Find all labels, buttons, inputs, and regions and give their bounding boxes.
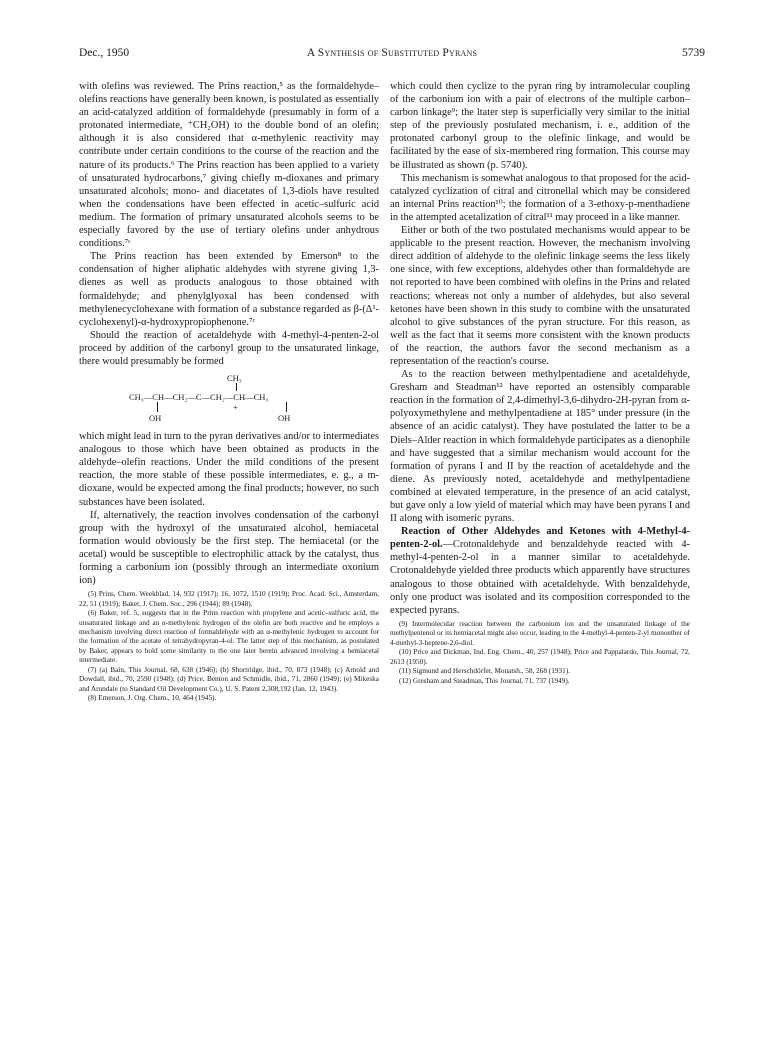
paragraph: with olefins was reviewed. The Prins reaction,⁵ as the formaldehyde–olefins reactions have generally been known, is postulated as essentially an acid-catalyzed addition of formaldehyde (presumably in form of a protonated intermediate, ⁺CH₂OH) to the double bond of an olefin; although it is also considered that α-methylenic reactivity may contribute under certain conditions to the course of the reaction and the nature of its products.⁶ The Prins reaction has been applied to a variety of unsaturated hydrocarbons,⁷ giving chiefly m-dioxanes and primary unsaturated alcohols; mono- and diacetates of 1,3-diols have resulted when the condensations have been effected in acetic–sulfuric acid medium. The formation of primary unsaturated alcohols seems to be especially favored by the use of tertiary olefins under anhydrous conditions.⁷ᶜ	[79, 81, 379, 250]
paragraph: This mechanism is somewhat analogous to that proposed for the acid-catalyzed cyclization of citral and citronellal which may be considered an internal Prins reaction¹⁰; the formation of a 3-ethoxy-p-menthadiene in the attempted acetalization of citral¹¹ may proceed in a like manner.	[390, 172, 690, 223]
footnotes-right	[390, 620, 690, 686]
footnotes-left	[79, 590, 379, 703]
header-page-number: 5739	[682, 47, 705, 59]
footnote: (5) Prins, Chem. Weekblad, 14, 932 (1917); 16, 1072, 1510 (1919); Proc. Acad. Sci., Amsterdam, 22, 51 (1919); Baker, J. Chem. Soc., 296 (1944); 89 (1948).	[79, 590, 379, 608]
paragraph: As to the reaction between methylpentadiene and acetaldehyde, Gresham and Steadman¹² have reported an ostensibly comparable reaction in the formation of 2,4-dimethyl-3,6-dihydro-2H-pyran from α-polyoxymethylene and methylpentadiene at 185° under pressure (in the absence of an acidic catalyst). They have postulated the latter to be a Diels–Alder reaction in which formaldehyde participates as a dienophile and have suggested that a similar mechanism would account for the formation of pyrans I and II by the reaction of acetaldehyde and the diene. As previously noted, acetaldehyde and methylpentadiene combined at elevated temperature, in the presence of an acid catalyst, but gave only a low yield of material which may have been pyrans I and II along with isomeric pyrans.	[390, 369, 690, 525]
header-date: Dec., 1950	[79, 47, 130, 59]
paragraph: The Prins reaction has been extended by Emerson⁸ to the condensation of higher aliphatic aldehydes with styrene giving 1,3-dienes as well as products analogous to those obtained with formaldehyde; and phenylglyoxal has been condensed with methylenecyclohexane with formation of a substance regarded as β-(Δ¹-cyclohexenyl)-α-hydroxypropiophenone.⁷ᶜ	[79, 251, 379, 328]
formula-main-chain: CH₃—CH—CH₂—C—CH₂—CH—CH₃	[129, 392, 269, 403]
section-paragraph	[390, 525, 690, 617]
footnote: (10) Price and Dickman, Ind. Eng. Chem., 40, 257 (1948); Price and Pappalardo, This Journal, 72, 2613 (1950).	[390, 648, 690, 666]
paragraph: Either or both of the two postulated mechanisms would appear to be applicable to the present reaction. However, the mechanism involving direct addition of aldehyde to the olefinic linkage seems the less likely one since, with few exceptions, aldehydes other than formaldehyde are not reported to have been combined with olefins in the Prins and related reactions; whereas not only a number of aldehydes, but also several ketones have been shown in this study to combine with the unsaturated alcohol to give substances of the pyran structure. For this reason, as well as the fact that it seems more consistent with the known products of the reaction, the authors favor the second mechanism as a representation of the reaction's course.	[390, 225, 690, 367]
paragraph: which might lead in turn to the pyran derivatives and/or to intermediates analogous to those which have been obtained as products in the aldehyde–olefin reactions. Under the mild conditions of the present reaction, the more stable of these possible intermediates, e. g., a m-dioxane, would be expected among the final products; however, no such substances have been isolated.	[79, 431, 379, 508]
right-column	[390, 80, 690, 686]
footnote: (11) Sigmund and Herschdörfer, Monatsh., 58, 268 (1931).	[399, 667, 570, 676]
paragraph: Should the reaction of acetaldehyde with 4-methyl-4-penten-2-ol proceed by addition of the carbonyl group to the unsaturated linkage, there would presumably be formed	[79, 329, 379, 367]
left-column	[79, 80, 379, 704]
footnote: (6) Baker, ref. 5, suggests that in the Prins reaction with propylene and acetic–sulfuric acid, the unsaturated linkage and an α-methylenic hydrogen of the olefin are both reactive and he employs a mechanism involving direct reaction of formaldehyde with an α-methylenic hydrogen to account for the formation of the acetate of tetrahydropyran-4-ol. The latter step of this mechanism, as postulated by Baker, appears to hold some similarity to the one later herein advanced involving a hemiacetal intermediate.	[79, 609, 379, 665]
footnote: (7) (a) Bain, This Journal, 68, 638 (1946); (b) Shortridge, ibid., 70, 873 (1948); (c) Arnold and Dowdall, ibid., 70, 2590 (1948); (d) Price, Benton and Schmidle, ibid., 71, 2860 (1949); (e) Mikeska and Arundale (to Standard Oil Development Co.), U. S. Patent 2,308,192 (Jan. 12, 1943).	[79, 665, 379, 693]
structural-formula	[79, 370, 379, 428]
running-header	[79, 47, 705, 63]
formula-oh-left: OH	[149, 413, 162, 424]
formula-charge: +	[233, 402, 238, 413]
section-heading: Reaction of Other Aldehydes and Ketones with 4-Methyl-4-penten-2-ol.	[390, 526, 690, 551]
formula-oh-right: OH	[278, 413, 291, 424]
paragraph: which could then cyclize to the pyran ring by intramolecular coupling of the carbonium ion with a pair of electrons of the multiple carbon–carbon linkage⁹; the ltater step is superficially very similar to the initial step of the previously postulated mechanism, i. e., addition of the protonated carbonyl group to the olefinic linkage, and would be facilitated by the ease of six-membered ring formation. This course may be illustrated as shown (p. 5740).	[390, 81, 690, 171]
section-body: —Crotonaldehyde and benzaldehyde reacted with 4-methyl-4-penten-2-ol in a manner similar to acetaldehyde. Crotonaldehyde yielded three products which apparently have structures analogous to those obtained with acetaldehyde. With benzaldehyde, only one product was isolated and its composition corresponded to the expected pyrans.	[390, 539, 690, 616]
header-title: A Synthesis of Substituted Pyrans	[306, 47, 478, 59]
footnote: (8) Emerson, J. Org. Chem., 10, 464 (1945).	[88, 694, 217, 703]
footnote: (9) Intermolecular reaction between the carbonium ion and the unsaturated linkage of the methylpentenol or its hemiacetal might also occur, leading to the 4-methyl-4-penten-2-yl monoether of 4-methyl-3-heptene-2,6-diol.	[390, 619, 690, 647]
formula-bond	[157, 402, 158, 412]
paragraph: If, alternatively, the reaction involves condensation of the carbonyl group with the hydroxyl of the unsaturated alcohol, hemiacetal formation would obviously be the first step. The hemiacetal (or the acetal) would be susceptible to electrophilic attack by the catalyst, thus forming a carbonium ion (possibly through an intermediate oxonium ion)	[79, 509, 379, 587]
formula-bond	[236, 383, 237, 391]
formula-bond	[286, 402, 287, 412]
formula-methyl-top: CH₃	[227, 373, 242, 384]
footnote: (12) Gresham and Steadman, This Journal, 71, 737 (1949).	[399, 676, 570, 685]
